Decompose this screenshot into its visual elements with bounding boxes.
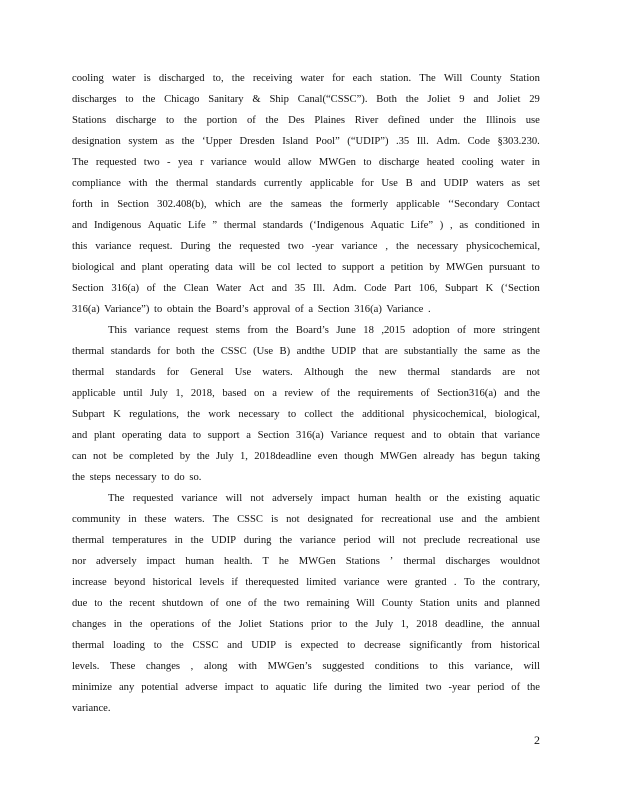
text-line: increase beyond historical levels if therequested limited variance were granted . To the contrary, [72, 577, 540, 588]
text-line: This variance request stems from the Board’s June 18 ,2015 adoption of more stringent [108, 325, 540, 336]
text-line: minimize any potential adverse impact to aquatic life during the limited two -year period of the [72, 682, 540, 693]
text-line: and plant operating data to support a Section 316(a) Variance request and to obtain that variance [72, 430, 540, 441]
text-line: designation system as the ‘Upper Dresden Island Pool” (“UDIP”) .35 Ill. Adm. Code §303.230. [72, 136, 540, 147]
page-number: 2 [534, 733, 540, 747]
body-text [72, 68, 540, 719]
text-line: thermal standards for both the CSSC (Use B) andthe UDIP that are substantially the same as the [72, 346, 540, 357]
text-line: forth in Section 302.408(b), which are the sameas the formerly applicable ‘‘Secondary Contact [72, 199, 540, 210]
paragraph [72, 488, 540, 719]
text-line: variance. [72, 703, 111, 714]
text-line: compliance with the thermal standards currently applicable for Use B and UDIP waters as set [72, 178, 540, 189]
text-line: thermal loading to the CSSC and UDIP is expected to decrease significantly from historical [72, 640, 540, 651]
text-line: this variance request. During the requested two -year variance , the necessary physicochemical, [72, 241, 540, 252]
text-line: The requested variance will not adversely impact human health or the existing aquatic [108, 493, 540, 504]
text-line: changes in the operations of the Joliet Stations prior to the July 1, 2018 deadline, the annual [72, 619, 540, 630]
text-line: can not be completed by the July 1, 2018deadline even though MWGen already has begun taking [72, 451, 540, 462]
text-line: thermal temperatures in the UDIP during the variance period will not preclude recreational use [72, 535, 540, 546]
text-line: and Indigenous Aquatic Life ” thermal standards (‘Indigenous Aquatic Life” ) , as conditioned in [72, 220, 540, 231]
paragraph [72, 320, 540, 488]
text-line: the steps necessary to do so. [72, 472, 202, 483]
text-line: Subpart K regulations, the work necessary to collect the additional physicochemical, biological, [72, 409, 540, 420]
text-line: discharges to the Chicago Sanitary & Ship Canal(“CSSC”). Both the Joliet 9 and Joliet 29 [72, 94, 540, 105]
text-line: Stations discharge to the portion of the Des Plaines River defined under the Illinois use [72, 115, 540, 126]
text-line: community in these waters. The CSSC is not designated for recreational use and the ambient [72, 514, 540, 525]
text-line: applicable until July 1, 2018, based on a review of the requirements of Section316(a) and the [72, 388, 540, 399]
text-line: 316(a) Variance”) to obtain the Board’s approval of a Section 316(a) Variance . [72, 304, 431, 315]
text-line: Section 316(a) of the Clean Water Act and 35 Ill. Adm. Code Part 106, Subpart K (‘Section [72, 283, 540, 294]
text-line: thermal standards for General Use waters. Although the new thermal standards are not [72, 367, 540, 378]
text-line: levels. These changes , along with MWGen’s suggested conditions to this variance, will [72, 661, 540, 672]
text-line: nor adversely impact human health. T he MWGen Stations ’ thermal discharges wouldnot [72, 556, 540, 567]
text-line: biological and plant operating data will be col lected to support a petition by MWGen pursuant to [72, 262, 540, 273]
text-line: The requested two - yea r variance would allow MWGen to discharge heated cooling water in [72, 157, 540, 168]
text-line: due to the recent shutdown of one of the two remaining Will County Station units and planned [72, 598, 540, 609]
text-line: cooling water is discharged to, the receiving water for each station. The Will County Station [72, 73, 540, 84]
paragraph [72, 68, 540, 320]
